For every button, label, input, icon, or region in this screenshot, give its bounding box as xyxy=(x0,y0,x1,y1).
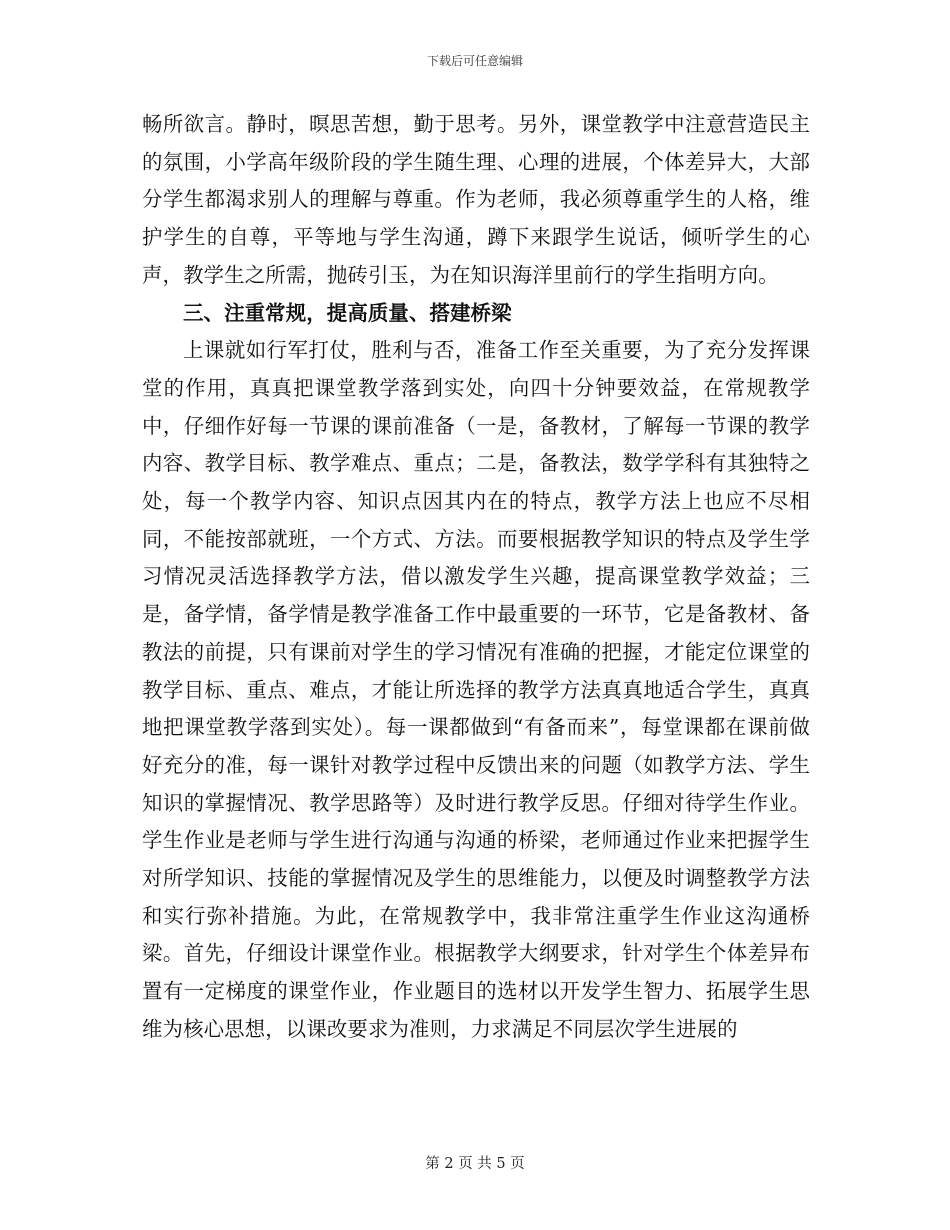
section-heading: 三、注重常规，提高质量、搭建桥梁 xyxy=(183,300,512,325)
document-body xyxy=(142,106,810,1049)
continued-paragraph: 畅所欲言。静时，暝思苦想，勤于思考。另外，课堂教学中注意营造民主的氛围，小学高年级阶段的学生随生理、心理的进展，个体差异大，大部分学生都渴求别人的理解与尊重。作为老师，我必须尊重学生的人格，维护学生的自尊，平等地与学生沟通，蹲下来跟学生说话，倾听学生的心声，教学生之所需，抛砖引玉，为在知识海洋里前行的学生指明方向。 xyxy=(142,112,810,287)
section-paragraph: 上课就如行军打仗，胜利与否，准备工作至关重要，为了充分发挥课堂的作用，真真把课堂教学落到实处，向四十分钟要效益，在常规教学中，仔细作好每一节课的课前准备（一是，备教材，了解每一节课的教学内容、教学目标、教学难点、重点；二是，备教法，数学学科有其独特之处，每一个教学内容、知识点因其内在的特点，教学方法上也应不尽相同，不能按部就班，一个方式、方法。而要根据教学知识的特点及学生学习情况灵活选择教学方法，借以激发学生兴趣，提高课堂教学效益；三是，备学情，备学情是教学准备工作中最重要的一环节，它是备教材、备教法的前提，只有课前对学生的学习情况有准确的把握，才能定位课堂的教学目标、重点、难点，才能让所选择的教学方法真真地适合学生，真真地把课堂教学落到实处）。每一课都做到“有备而来”，每堂课都在课前做好充分的准，每一课针对教学过程中反馈出来的问题（如教学方法、学生知识的掌握情况、教学思路等）及时进行教学反思。仔细对待学生作业。学生作业是老师与学生进行沟通与沟通的桥梁，老师通过作业来把握学生对所学知识、技能的掌握情况及学生的思维能力，以便及时调整教学方法和实行弥补措施。为此，在常规教学中，我非常注重学生作业这沟通桥梁。首先，仔细设计课堂作业。根据教学大纲要求，针对学生个体差异布置有一定梯度的课堂作业，作业题目的选材以开发学生智力、拓展学生思维为核心思想，以课改要求为准则，力求满足不同层次学生进展的 xyxy=(142,338,810,1041)
page-footer: 第 2 页 共 5 页 xyxy=(425,1156,525,1172)
page-header: 下载后可任意编辑 xyxy=(426,54,523,68)
